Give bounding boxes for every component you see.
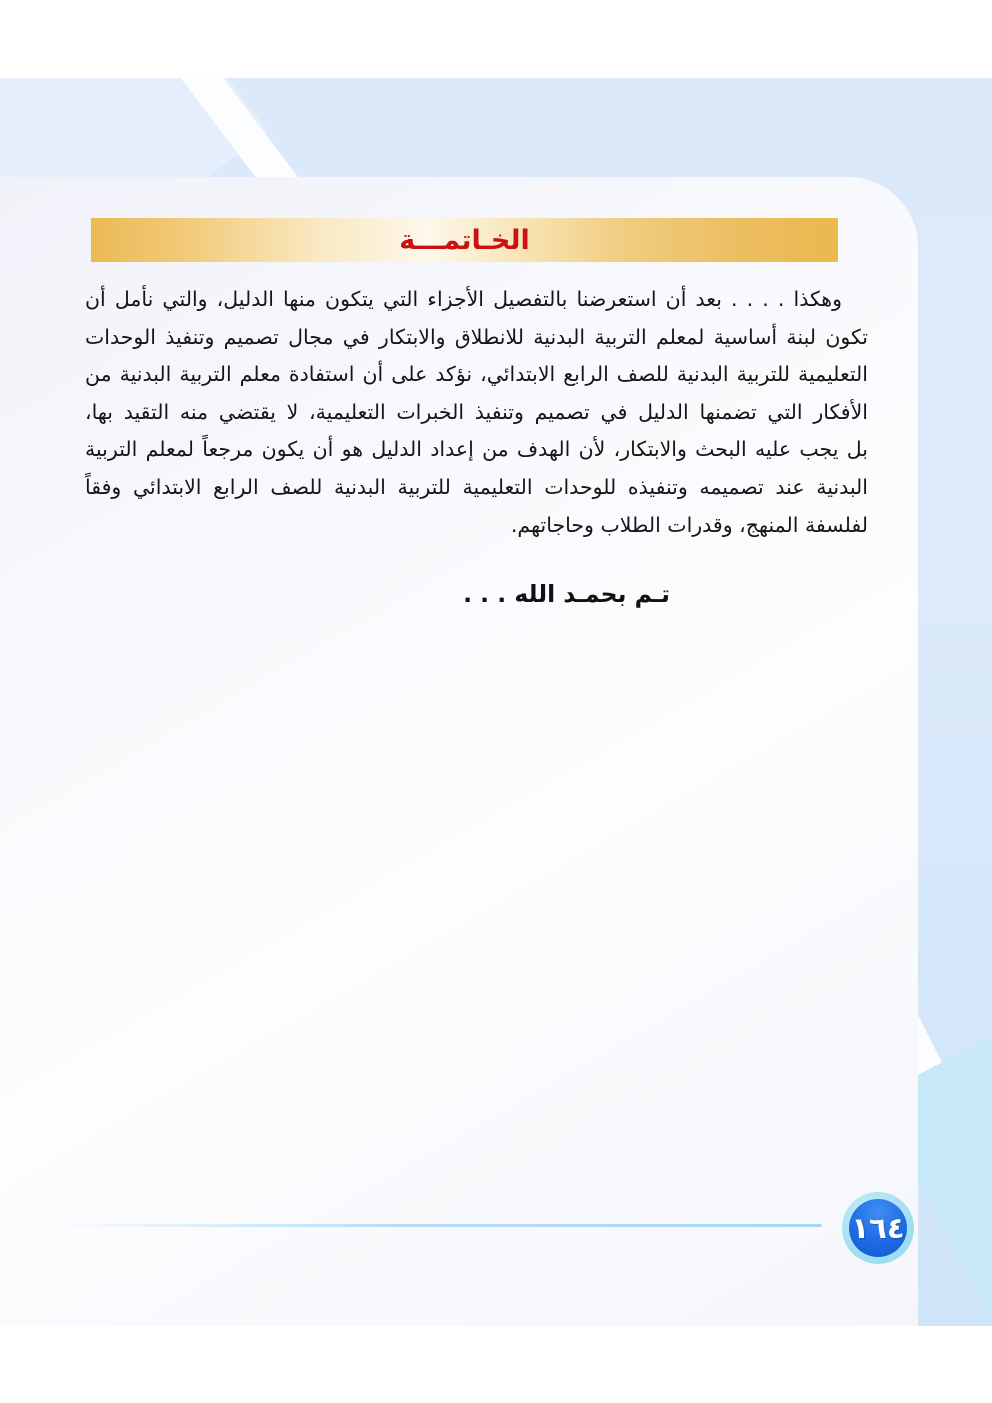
closing-line-text: تـم بحمـد الله . . . [463, 580, 670, 608]
paragraph-line: تكون لبنة أساسية لمعلم التربية البدنية للانطلاق والابتكار في مجال تصميم وتنفيذ الوحدات [85, 324, 868, 349]
paragraph-line: الأفكار التي تضمنها الدليل في تصميم وتنفيذ الخبرات التعليمية، لا يقتضي منه التقيد بها، [85, 399, 868, 424]
section-title-banner [91, 218, 838, 262]
paragraph-line: بل يجب عليه البحث والابتكار، لأن الهدف من إعداد الدليل هو أن يكون مرجعاً لمعلم التربية [85, 437, 868, 462]
page-number-badge-core [849, 1199, 907, 1257]
paragraph-line: البدنية عند تصميمه وتنفيذه للوحدات التعليمية للتربية البدنية للصف الرابع الابتدائي وفقاً [85, 474, 868, 499]
content-card [0, 177, 918, 1326]
page-number-badge [842, 1192, 914, 1264]
footer-rule [50, 1224, 822, 1227]
paragraph-line: التعليمية للتربية البدنية للصف الرابع الابتدائي، نؤكد على أن استفادة معلم التربية البدنية من [85, 362, 868, 387]
page-number: ١٦٤ [851, 1210, 905, 1245]
paragraph-line: وهكذا . . . . بعد أن استعرضنا بالتفصيل الأجزاء التي يتكون منها الدليل، والتي نأمل أن [85, 287, 842, 311]
closing-line [85, 580, 868, 608]
paragraph-line: لفلسفة المنهج، وقدرات الطلاب وحاجاتهم. [510, 512, 868, 537]
section-title: الخـاتمـــة [399, 225, 530, 256]
body-paragraph [85, 281, 868, 544]
